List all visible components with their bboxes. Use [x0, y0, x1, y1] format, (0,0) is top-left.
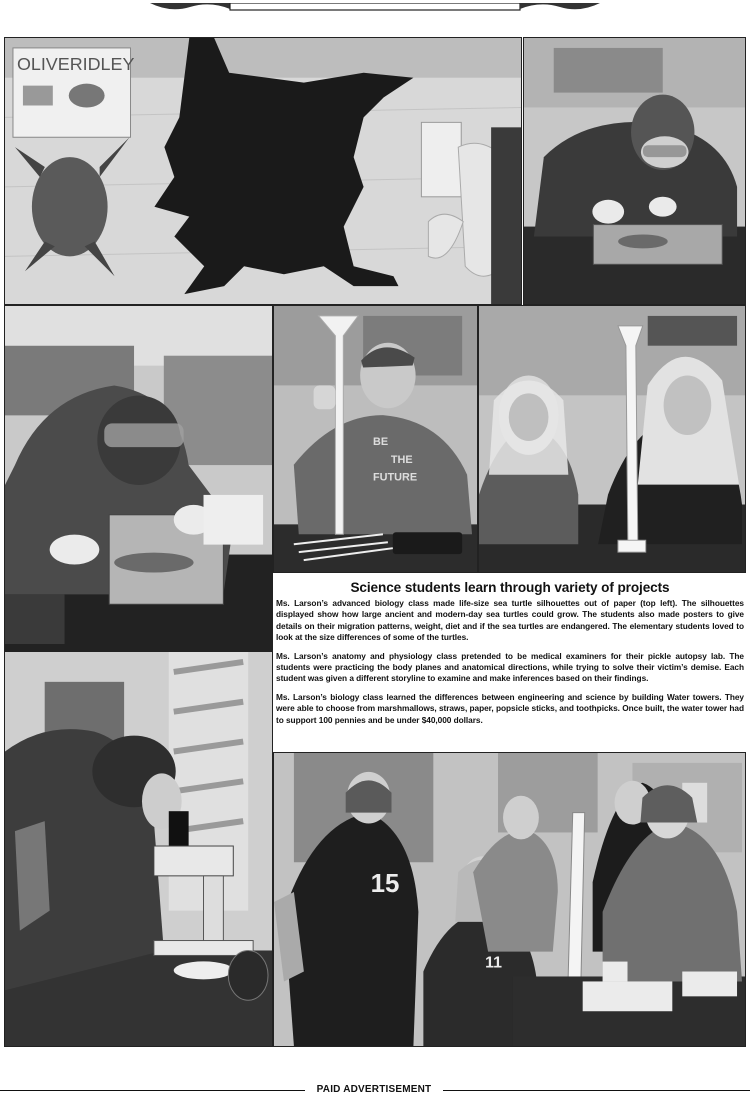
photo-microscope-student: [4, 651, 273, 1047]
paid-advertisement-label: PAID ADVERTISEMENT: [316, 1084, 432, 1095]
footer: [0, 1083, 750, 1097]
photo-turtle-silhouette: [4, 37, 522, 305]
footer-rule-left: [0, 1090, 305, 1091]
poster-title: OLIVERIDLEY: [16, 53, 135, 74]
jersey-number: 15: [370, 870, 400, 899]
article-paragraph: Ms. Larson’s advanced biology class made life-size sea turtle silhouettes out of paper (top left). The silhouettes displayed show how large ancient and modern-day sea turtles could grow. The students also made posters to give details on their migration patterns, weight, diet and if the sea turtles are endangered. The elementary students loved to look at the size differences of some of the turtles.: [276, 598, 744, 643]
shirt-text-3: FUTURE: [373, 471, 418, 484]
jersey-number-2: 11: [485, 954, 502, 972]
article-headline: Science students learn through variety of projects: [350, 580, 670, 595]
shirt-text-1: BE: [373, 435, 389, 448]
top-ornament: [150, 0, 600, 10]
article: [276, 580, 744, 748]
photo-dissection-girl-1: [523, 37, 746, 305]
photo-group-water-tower: [273, 752, 746, 1047]
photo-water-tower-boy: [273, 305, 478, 573]
photo-water-tower-girls: [478, 305, 746, 573]
footer-rule-right: [443, 1090, 750, 1091]
article-paragraph: Ms. Larson’s biology class learned the differences between engineering and science by building Water towers. They were able to choose from marshmallows, straws, paper, popsicle sticks, and toothpicks. Once built, the water tower had to support 100 pennies and be under $40,000 dollars.: [276, 691, 744, 725]
shirt-text-2: THE: [390, 453, 413, 466]
article-paragraph: Ms. Larson’s anatomy and physiology class pretended to be medical examiners for their pickle autopsy lab. The students were practicing the body planes and anatomical directions, while trying to solve their victim’s demise. Each student was given a different storyline to examine and make inferences based on their findings.: [276, 650, 744, 684]
photo-dissection-girl-2: [4, 305, 273, 651]
